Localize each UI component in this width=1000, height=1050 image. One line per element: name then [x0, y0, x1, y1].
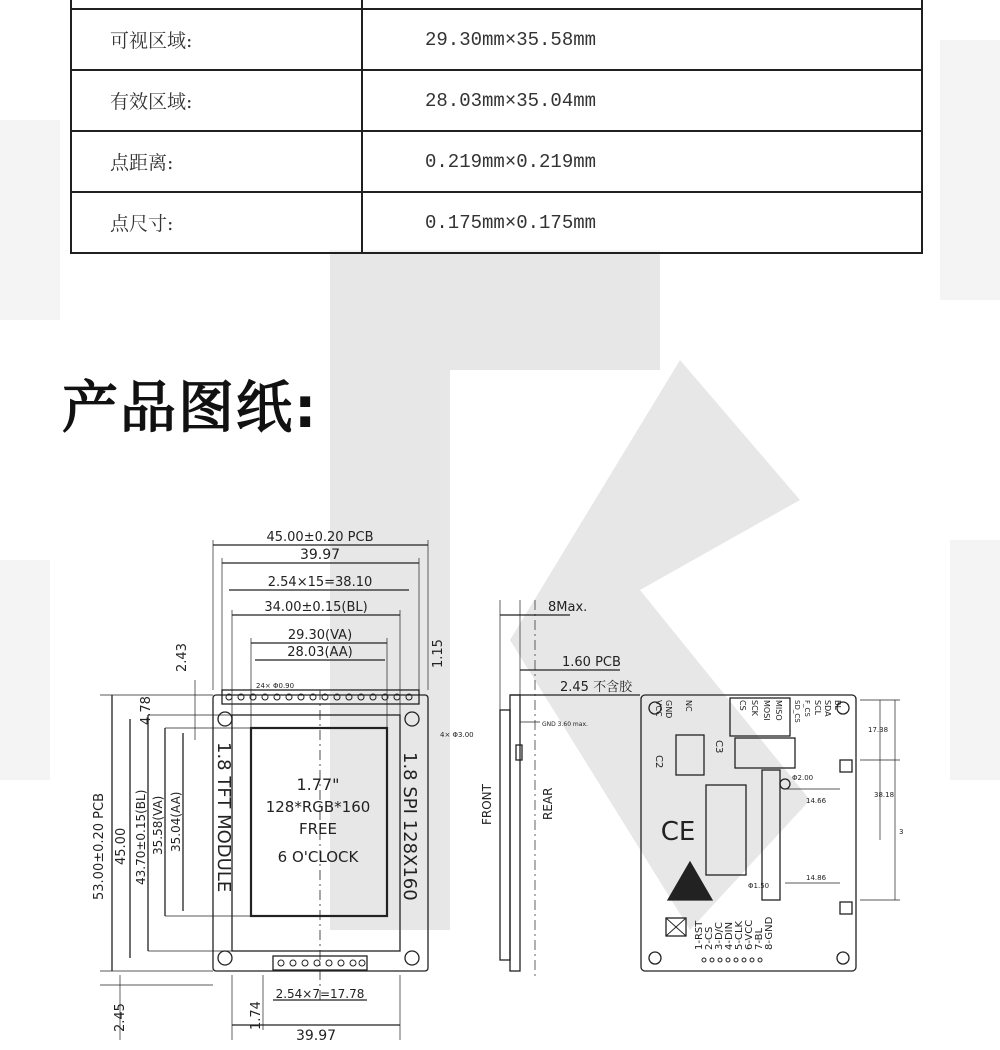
dim-aa-width: 28.03(AA) [287, 645, 353, 660]
dim-115: 1.15 [431, 639, 446, 668]
pin-label: 1-RST [694, 920, 705, 950]
table-row [71, 192, 922, 253]
top-pin-label: SD_CS [793, 700, 801, 723]
spec-label: 点距离: [71, 131, 362, 192]
spec-label: 有效区域: [71, 70, 362, 131]
cap-label: C2 [653, 755, 664, 769]
dim-width-39: 39.97 [299, 547, 341, 563]
dim-245-side: 2.45 不含胶 [560, 680, 633, 695]
spec-label: 可视区域: [71, 9, 362, 70]
front-labels [92, 530, 474, 1044]
dim-45: 45.00 [114, 827, 129, 865]
dim-1486: 14.86 [806, 874, 827, 882]
dim-8max: 8Max. [548, 600, 588, 615]
top-pin-label: MISO [774, 700, 783, 721]
rear-label: REAR [541, 787, 555, 820]
screen-free: FREE [298, 820, 338, 838]
dim-3818: 38.18 [874, 791, 895, 799]
screen-size: 1.77" [296, 775, 340, 794]
top-pin-label: BL [833, 700, 842, 710]
spec-value: 0.219mm×0.219mm [362, 131, 922, 192]
dim-3: 3 [899, 828, 904, 836]
pin-label: 2-CS [704, 926, 715, 950]
dim-478: 4.78 [139, 696, 154, 725]
table-row [71, 131, 922, 192]
screen-resolution: 128*RGB*160 [265, 798, 371, 816]
top-pin-label: NC [684, 700, 693, 712]
screen-orientation: 6 O'CLOCK [277, 848, 359, 866]
pin-label: 5-CLK [734, 920, 745, 950]
top-pin-label: SDA [823, 700, 832, 717]
top-pin-label: CS [738, 700, 747, 711]
dim-bottom-39: 39.97 [295, 1028, 337, 1044]
hole-200: Φ2.00 [792, 774, 814, 782]
table-row [71, 0, 922, 9]
top-pin-label: VCC [654, 700, 663, 717]
dim-160pcb: 1.60 PCB [562, 655, 621, 670]
dim-1466: 14.66 [806, 797, 827, 805]
pin-label: 4-DIN [724, 921, 735, 950]
module-label-right: 1.8 SPI 128X160 [399, 752, 420, 901]
table-row [71, 70, 922, 131]
pin-label: 8-GND [764, 916, 775, 950]
spec-label: 点尺寸: [71, 192, 362, 253]
dim-va-width: 29.30(VA) [287, 628, 353, 643]
dim-1738: 17.38 [868, 726, 889, 734]
dim-pcb-height: 53.00±0.20 PCB [92, 792, 107, 900]
section-title: 产品图纸: [62, 376, 319, 441]
dim-174: 1.74 [249, 1001, 264, 1030]
spec-table [70, 0, 923, 254]
top-pin-label: F_CS [803, 700, 811, 717]
spec-value: 29.30mm×35.58mm [362, 9, 922, 70]
dim-pcb-width: 45.00±0.20 PCB [266, 530, 374, 545]
top-pin-label: SCK [750, 700, 759, 716]
spec-value: 28.03mm×35.04mm [362, 70, 922, 131]
product-drawing [0, 480, 1000, 1050]
side-labels [480, 600, 633, 825]
dim-243: 2.43 [175, 643, 190, 672]
dim-pitch-top: 2.54×15=38.10 [267, 575, 373, 590]
module-label-left: 1.8 TFT MODULE [213, 742, 234, 893]
spec-value: 0.175mm×0.175mm [362, 192, 922, 253]
side-note: GND 3.60 max. [542, 721, 588, 728]
dim-pitch-bottom: 2.54×7=17.78 [275, 987, 365, 1001]
pin-label: 6-VCC [744, 919, 755, 950]
top-pin-label: GND [664, 700, 673, 719]
cap-label: C3 [713, 740, 724, 754]
dim-bl-width: 34.00±0.15(BL) [264, 600, 368, 615]
ce-mark: CE [660, 817, 696, 847]
top-pin-label: MOSI [762, 700, 771, 721]
table-row [71, 9, 922, 70]
dim-bl-height: 43.70±0.15(BL) [134, 789, 148, 885]
pin-label: 3-D/C [714, 921, 725, 950]
top-pin-label: SCL [813, 700, 822, 716]
dim-va-height: 35.58(VA) [151, 795, 165, 855]
hole-note: 4× Φ3.00 [440, 731, 474, 739]
hole-150: Φ1.50 [748, 882, 770, 890]
pin-label: 7-BL [754, 927, 765, 950]
dim-aa-height: 35.04(AA) [169, 791, 183, 852]
pin-note: 24× Φ0.90 [256, 682, 295, 690]
front-label: FRONT [480, 784, 494, 825]
front-view [100, 540, 428, 1040]
dim-245-front: 2.45 [113, 1003, 128, 1032]
